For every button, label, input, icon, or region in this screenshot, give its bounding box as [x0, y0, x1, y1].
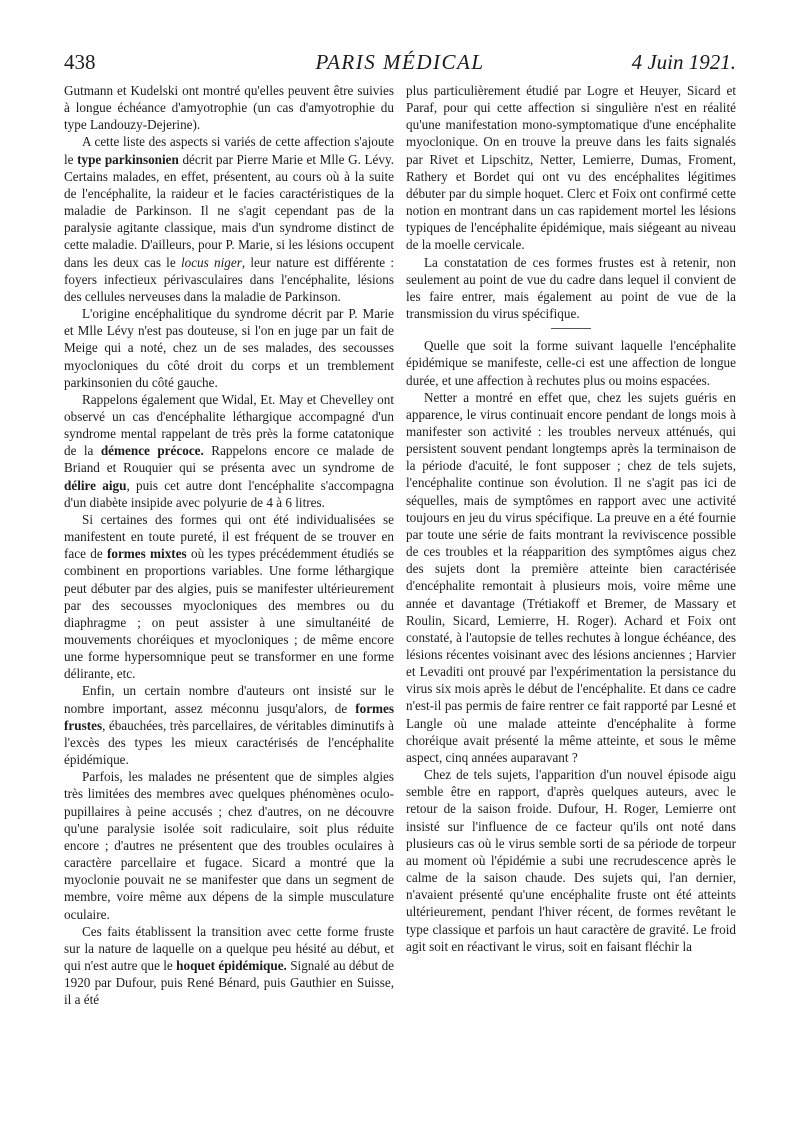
paragraph [64, 391, 394, 511]
paragraph [406, 254, 736, 323]
paragraph-text: Enfin, un certain nombre d'auteurs ont insisté sur le nombre important, assez méconnu jusqu'alors, de [64, 683, 394, 716]
paragraph-text: décrit par Pierre Marie et Mlle G. Lévy. Certains malades, en effet, présentent, au cours où à la suite de l'encéphalite, la raideur et le facies caractéristiques de la maladie de Parkinson. Il ne s'agit cependant pas de la paralysie agitante classique, mais d'un syndrome distinct de cette maladie. D'ailleurs, pour P. Marie, si les lésions occupent dans les deux cas le [64, 151, 395, 270]
emphasis-term: formes mixtes [106, 546, 187, 562]
paragraph-text: Quelle que soit la forme suivant laquelle l'encéphalite épidémique se manifeste, celle-ci est une affection de longue durée, et une affection à rechutes plus ou moins espacées. [406, 338, 736, 388]
paragraph [64, 82, 394, 133]
paragraph-text: , ébauchées, très parcellaires, de véritables diminutifs à l'excès des types les mieux caractérisés de l'encéphalite épidémique. [64, 717, 394, 768]
paragraph-text: La constatation de ces formes frustes est à retenir, non seulement au point de vue du cadre dans lequel il convient de les faire entrer, mais également au point de vue de la transmission du virus spécifique. [406, 254, 736, 322]
paragraph [406, 337, 736, 388]
section-divider [551, 328, 591, 329]
paragraph [406, 766, 736, 955]
paragraph [64, 768, 394, 922]
left-column [64, 82, 394, 1008]
page-number: 438 [64, 50, 96, 74]
paragraph [406, 389, 736, 766]
paragraph-text: , puis cet autre dont l'encéphalite s'accompagna d'un diabète insipide avec polyurie de 4 à 6 litres. [64, 477, 394, 510]
right-column [406, 82, 736, 955]
paragraph-text: plus particulièrement étudié par Logre et Heuyer, Sicard et Paraf, pour qui cette affection si singulière n'est en réalité qu'une manifestation mono-symptomatique d'une encéphalite myoclonique. On en trouve la preuve dans les faits signalés par Rivet et Lipschitz, Netter, Lemierre, Dumas, Froment, Rathery et Bordet qui ont vu des encéphalites légitimes débuter par du simple hoquet. Clerc et Foix ont confirmé cette notion en montrant dans un cas rapidement mortel les lésions typiques de l'encéphalite épidémique, mais siégeant au niveau de la moelle cervicale. [406, 83, 736, 253]
paragraph-text: Parfois, les malades ne présentent que de simples algies très limitées des membres avec quelques phénomènes oculo-pupillaires à peine accusés ; chez d'autres, on ne découvre qu'une paralysie isolée soit radiculaire, soit plus réduite encore ; d'autres ne présentent que des troubles oculaires à caractère parcellaire et fugace. Sicard a montré que la myoclonie pouvait ne se manifester que dans un segment de membre, voire même aux dépens de la simple musculature oculaire. [64, 769, 394, 922]
paragraph-text: Rappelons encore ce malade de Briand et Rouquier qui se présenta avec un syndrome de [64, 443, 395, 476]
emphasis-term: délire aigu [64, 477, 127, 493]
journal-title: PARIS MÉDICAL [315, 50, 485, 74]
paragraph-text: Gutmann et Kudelski ont montré qu'elles peuvent être suivies à longue échéance d'amyotrophie (un cas d'amyotrophie du type Landouzy-Dejerine). [64, 83, 394, 133]
paragraph-text: Rappelons également que Widal, Et. May et Chevelley ont observé un cas d'encéphalite léthargique accompagné d'un syndrome mental rappelant de très près la forme catatonique de la [64, 391, 394, 459]
emphasis-term: hoquet épidémique. [176, 957, 287, 973]
italic-term: locus niger [180, 254, 242, 270]
emphasis-term: type parkinsonien [77, 151, 179, 167]
emphasis-term: démence précoce. [100, 443, 204, 459]
paragraph [64, 305, 394, 391]
paragraph-text: , leur nature est différente : foyers infectieux périvasculaires dans l'encéphalite, lésions des cellules nerveuses dans la maladie de Parkinson. [64, 254, 395, 304]
emphasis-term: formes frustes [64, 700, 395, 733]
paragraph-text: Ces faits établissent la transition avec cette forme fruste sur la nature de laquelle on a quelque peu hésité au début, et qui n'est autre que le [64, 923, 394, 973]
paragraph [406, 82, 736, 254]
paragraph-text: L'origine encéphalitique du syndrome décrit par P. Marie et Mlle Lévy n'est pas douteuse, si l'on en juge par un fait de Meige qui a noté, chez un de ses malades, des secousses myocloniques du côté droit du corps et un tremblement parkinsonien du côté gauche. [64, 306, 394, 390]
paragraph-text: Si certaines des formes qui ont été individualisées se manifestent en toute pureté, il est fréquent de se trouver en face de [64, 511, 394, 562]
paragraph-text: A cette liste des aspects si variés de cette affection s'ajoute le [64, 134, 394, 167]
paragraph [64, 511, 394, 683]
page-header [64, 50, 736, 80]
paragraph [64, 682, 394, 768]
paragraph-text: Signalé au début de 1920 par Dufour, puis René Bénard, puis Gauthier en Suisse, il a été [64, 957, 395, 1008]
paragraph-text: Chez de tels sujets, l'apparition d'un nouvel épisode aigu semble être en rapport, d'après quelques auteurs, avec le retour de la saison froide. Dufour, H. Roger, Lemierre ont insisté sur l'influence de ce facteur qu'ils ont noté dans plusieurs cas où le virus semble sorti de sa période de torpeur au moment où l'épidémie a subi une recrudescence après le calme de la saison chaude. Des sujets qui, l'an dernier, n'avaient présenté qu'une encéphalite fruste ont été atteints ultérieurement, pendant l'hiver récent, de formes revêtant le type classique et parfois un haut caractère de gravité. Le froid agit soit en réactivant le virus, soit en faisant fléchir la [406, 767, 736, 954]
paragraph-text: Netter a montré en effet que, chez les sujets guéris en apparence, le virus continuait encore pendant de longs mois à manifester son activité : les troubles nerveux atténués, qui persistent souvent pendant longtemps après la terminaison de la période d'acuité, le font supposer ; chez de tels sujets, l'encéphalite continue son évolution. Il ne s'agit pas ici de séquelles, mais de symptômes en rapport avec une activité toujours en jeu du virus spécifique. La preuve en a été fournie par toute une série de faits montrant la reviviscence possible de ces troubles et la réapparition des symptômes aigus chez des sujets dont la première atteinte bien caractérisée d'encéphalite remontait à plusieurs mois, voire même une année et davantage (Trétiakoff et Bremer, de Massary et Roulin, Sicard, Lemierre, H. Roger). Achard et Foix ont constaté, à l'autopsie de telles rechutes à longue échéance, des lésions récentes voisinant avec des lésions anciennes ; Harvier et Levaditi ont prouvé par l'expérimentation la persistance du virus six mois après le début de l'encéphalite. Et dans ce cadre n'est-il pas permis de faire rentrer ce fait rapporté par Lesné et Langle où une malade atteinte d'encéphalite à forme choréique avait présenté la même atteinte, et sous le même aspect, cinq années auparavant ? [406, 389, 736, 765]
paragraph [64, 923, 394, 1009]
issue-date: 4 Juin 1921. [631, 50, 736, 74]
paragraph [64, 133, 394, 305]
paragraph-text: où les types précédemment étudiés se combinent en proportions variables. Une forme léthargique peut débuter par des algies, puis se manifester ultérieurement par des secousses myocloniques des membres ou du diaphragme ; on peut assister à une simultanéité de mouvements choréiques et myocloniques ; de même encore une forme hypersomnique peut se transformer en une forme délirante, etc. [64, 546, 394, 682]
